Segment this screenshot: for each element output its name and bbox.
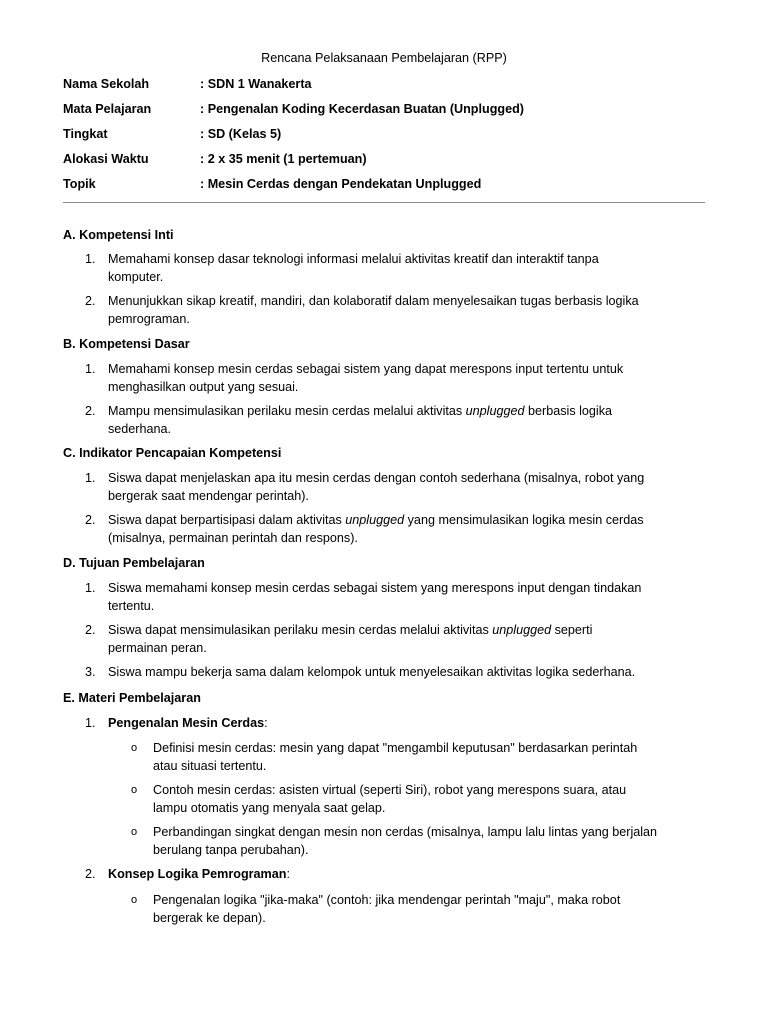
list-number: 1. [85,471,96,485]
info-value: : 2 x 35 menit (1 pertemuan) [200,152,367,166]
list-number: 2. [85,404,96,418]
item-text: Menunjukkan sikap kreatif, mandiri, dan kolaboratif dalam menyelesaikan tugas berbasis logika [108,294,639,308]
info-row-school [63,75,705,93]
bullet-marker: o [131,742,138,754]
info-label: Alokasi Waktu [63,152,149,166]
info-label: Nama Sekolah [63,77,150,91]
item-text: Perbandingan singkat dengan mesin non cerdas (misalnya, lampu lalu lintas yang berjalan [153,825,658,839]
info-row-time [63,150,705,168]
info-row-subject [63,100,705,118]
emphasis-text: unplugged [345,513,405,527]
list-number: 3. [85,665,96,679]
item-text: atau situasi tertentu. [153,758,267,773]
item-text: menghasilkan output yang sesuai. [108,379,299,394]
info-row-level [63,125,705,143]
document-title: Rencana Pelaksanaan Pembelajaran (RPP) [261,51,507,65]
item-text: Contoh mesin cerdas: asisten virtual (seperti Siri), robot yang merespons suara, atau [153,783,627,797]
emphasis-text: unplugged [492,623,552,637]
list-number: 2. [85,623,96,637]
item-text: Siswa mampu bekerja sama dalam kelompok untuk menyelesaikan aktivitas logika sederhana. [108,665,636,679]
item-text: Siswa dapat berpartisipasi dalam aktivitas unplugged yang mensimulasikan logika mesin cerdas [108,513,644,527]
list-number: 1. [85,362,96,376]
subsection-title: Konsep Logika Pemrograman: [108,867,290,881]
item-text: permainan peran. [108,640,207,655]
item-text: Memahami konsep dasar teknologi informasi melalui aktivitas kreatif dan interaktif tanpa [108,252,599,266]
item-text: Memahami konsep mesin cerdas sebagai sistem yang dapat merespons input tertentu untuk [108,362,624,376]
list-number: 2. [85,867,96,881]
info-label: Mata Pelajaran [63,102,152,116]
bullet-marker: o [131,826,138,838]
item-text: Siswa dapat menjelaskan apa itu mesin cerdas dengan contoh sederhana (misalnya, robot yang [108,471,645,485]
section-heading-e: E. Materi Pembelajaran [63,691,201,705]
bullet-marker: o [131,784,138,796]
item-text: Definisi mesin cerdas: mesin yang dapat "mengambil keputusan" berdasarkan perintah [153,741,638,755]
info-value: : Mesin Cerdas dengan Pendekatan Unplugged [200,177,482,191]
list-number: 2. [85,513,96,527]
section-heading-c: C. Indikator Pencapaian Kompetensi [63,446,282,460]
item-text: lampu otomatis yang menyala saat gelap. [153,800,386,815]
info-value: : SDN 1 Wanakerta [200,77,312,91]
info-label: Tingkat [63,127,108,141]
section-heading-a: A. Kompetensi Inti [63,228,174,242]
item-text: komputer. [108,269,164,284]
item-text: sederhana. [108,421,172,436]
subsection-title: Pengenalan Mesin Cerdas: [108,716,268,730]
item-text: (misalnya, permainan perintah dan respons). [108,530,358,545]
info-label: Topik [63,177,96,191]
item-text: tertentu. [108,598,155,613]
item-text: pemrograman. [108,311,190,326]
info-row-topic [63,175,705,193]
list-number: 1. [85,581,96,595]
item-text: bergerak saat mendengar perintah). [108,488,309,503]
emphasis-text: unplugged [465,404,525,418]
list-number: 2. [85,294,96,308]
item-text: Siswa memahami konsep mesin cerdas sebagai sistem yang merespons input dengan tindakan [108,581,642,595]
item-text: Pengenalan logika "jika-maka" (contoh: jika mendengar perintah "maju", maka robot [153,893,621,907]
item-text: Siswa dapat mensimulasikan perilaku mesin cerdas melalui aktivitas unplugged seperti [108,623,593,637]
item-text: bergerak ke depan). [153,910,266,925]
bullet-marker: o [131,894,138,906]
info-value: : SD (Kelas 5) [200,127,282,141]
list-number: 1. [85,716,96,730]
item-text: berulang tanpa perubahan). [153,842,309,857]
item-text: Mampu mensimulasikan perilaku mesin cerdas melalui aktivitas unplugged berbasis logika [108,404,613,418]
section-heading-b: B. Kompetensi Dasar [63,337,190,351]
divider-line [63,202,705,203]
info-value: : Pengenalan Koding Kecerdasan Buatan (Unplugged) [200,102,524,116]
section-heading-d: D. Tujuan Pembelajaran [63,556,205,570]
list-number: 1. [85,252,96,266]
